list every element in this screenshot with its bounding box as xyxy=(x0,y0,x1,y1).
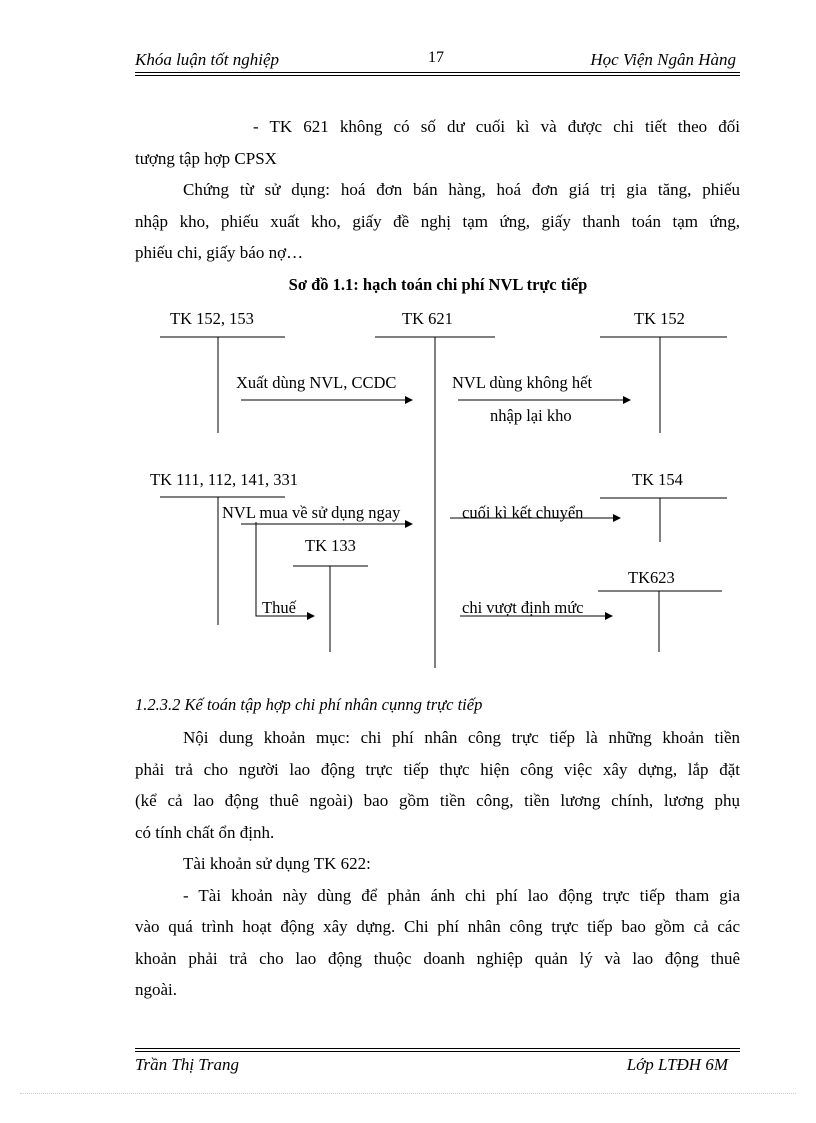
flow-label: NVL dùng không hết xyxy=(452,373,593,392)
header-right: Học Viện Ngân Hàng xyxy=(590,50,736,69)
text-line: Nội dung khoản mục: chi phí nhân công trực tiếp là những khoản tiền xyxy=(183,728,740,747)
text-line: tượng tập hợp CPSX xyxy=(135,148,277,168)
footer-rule xyxy=(135,1048,740,1049)
flow-label: Xuất dùng NVL, CCDC xyxy=(236,373,397,392)
page-edge-divider xyxy=(20,1093,796,1094)
text-line: - TK 621 không có số dư cuối kì và được chi tiết theo đối xyxy=(253,117,740,136)
text-line: ngoài. xyxy=(135,980,178,999)
footer-rule-2 xyxy=(135,1051,740,1052)
text-line: - Tài khoản này dùng để phản ánh chi phí lao động trực tiếp tham gia xyxy=(183,885,740,905)
paragraph-noi-dung xyxy=(135,722,740,1006)
text-line: Chứng từ sử dụng: hoá đơn bán hàng, hoá đơn giá trị gia tăng, phiếu xyxy=(183,180,740,199)
header-rule-2 xyxy=(135,75,740,76)
flow-label: cuối kì kết chuyển xyxy=(462,503,584,522)
paragraph-tk621 xyxy=(135,111,740,174)
page-number: 17 xyxy=(428,49,444,66)
text-line: có tính chất ổn định. xyxy=(135,822,275,842)
account-label: TK 621 xyxy=(402,309,453,328)
account-label: TK 154 xyxy=(632,470,683,489)
text-line: phiếu chi, giấy báo nợ… xyxy=(135,243,304,262)
flow-label: NVL mua về sử dụng ngay xyxy=(222,503,401,522)
account-label: TK 152 xyxy=(634,309,685,328)
text-line: (kể cả lao động thuê ngoài) bao gồm tiền công, tiền lương chính, lương phụ xyxy=(135,791,740,810)
flow-label: chi vượt định mức xyxy=(462,598,584,617)
account-label: TK 133 xyxy=(305,536,356,555)
diagram-title: Sơ đồ 1.1: hạch toán chi phí NVL trực tiếp xyxy=(288,275,588,294)
text-line: vào quá trình hoạt động xây dựng. Chi phí nhân công trực tiếp bao gồm cả các xyxy=(135,917,740,936)
footer-right: Lớp LTĐH 6M xyxy=(626,1055,728,1074)
section-heading: 1.2.3.2 Kế toán tập hợp chi phí nhân cụnng trực tiếp xyxy=(135,695,483,714)
account-label: TK 152, 153 xyxy=(170,309,254,328)
text-line: nhập kho, phiếu xuất kho, giấy đề nghị tạm ứng, giấy thanh toán tạm ứng, xyxy=(135,211,740,231)
flow-label: Thuế xyxy=(262,598,296,617)
paragraph-chung-tu xyxy=(135,174,740,269)
accounting-diagram xyxy=(0,300,816,680)
account-label: TK623 xyxy=(628,568,675,587)
text-line: khoản phải trả cho lao động thuộc doanh nghiệp quản lý và lao động thuê xyxy=(135,948,740,968)
text-line: phải trả cho người lao động trực tiếp thực hiện công việc xây dựng, lắp đặt xyxy=(135,759,740,779)
account-label: TK 111, 112, 141, 331 xyxy=(150,470,299,489)
flow-label: nhập lại kho xyxy=(490,406,572,425)
footer-left: Trần Thị Trang xyxy=(135,1055,239,1074)
header-rule xyxy=(135,72,740,73)
text-line: Tài khoản sử dụng TK 622: xyxy=(183,854,371,873)
header-left: Khóa luận tốt nghiệp xyxy=(135,50,280,69)
